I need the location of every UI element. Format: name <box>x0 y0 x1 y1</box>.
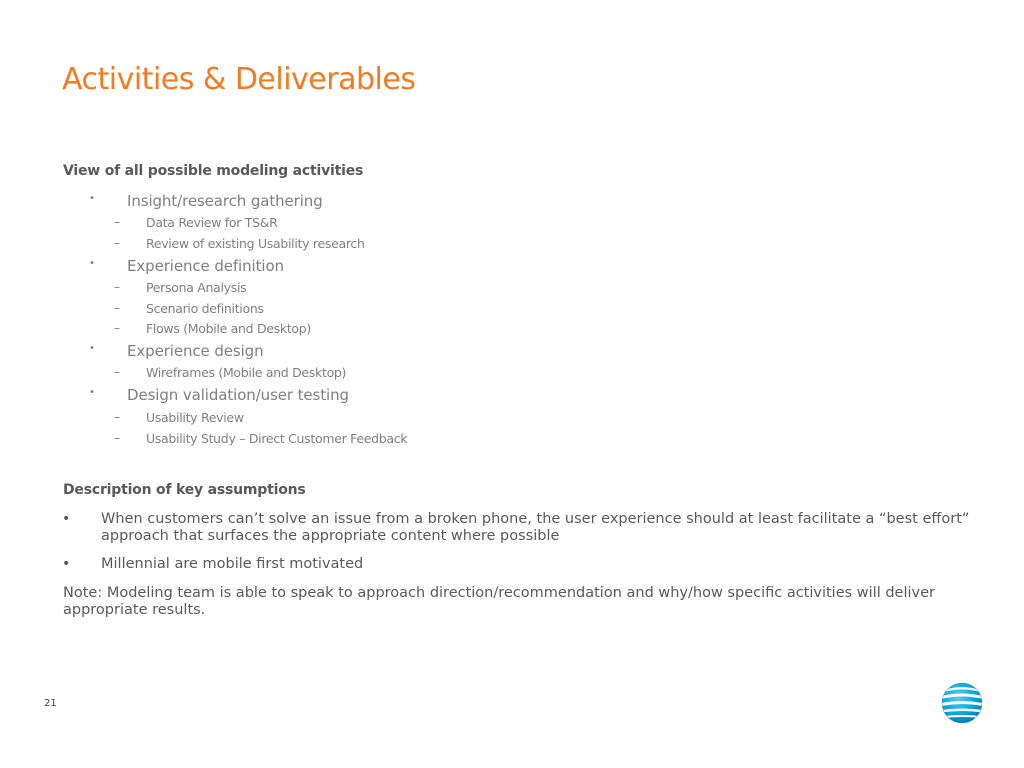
list-item <box>0 280 1024 298</box>
activity-subitem: Wireframes (Mobile and Desktop) <box>146 365 347 380</box>
dash-icon: – <box>114 431 120 445</box>
bullet-icon: • <box>89 258 95 269</box>
activities-heading: View of all possible modeling activities <box>63 163 364 179</box>
activity-subitem: Flows (Mobile and Desktop) <box>146 321 311 336</box>
bullet-icon: • <box>62 556 71 572</box>
activity-subitem: Scenario definitions <box>146 301 264 316</box>
dash-icon: – <box>114 321 120 335</box>
dash-icon: – <box>114 280 120 294</box>
list-item <box>0 215 1024 233</box>
list-item <box>0 386 1024 406</box>
activity-subitem: Usability Review <box>146 410 244 425</box>
dash-icon: – <box>114 215 120 229</box>
bullet-icon: • <box>89 387 95 398</box>
dash-icon: – <box>114 365 120 379</box>
list-item <box>0 257 1024 277</box>
dash-icon: – <box>114 301 120 315</box>
globe-logo-icon <box>941 682 983 724</box>
list-item <box>0 236 1024 254</box>
activity-group-label: Experience definition <box>127 257 284 275</box>
list-item <box>0 301 1024 319</box>
bullet-icon: • <box>89 193 95 204</box>
list-item <box>0 342 1024 362</box>
dash-icon: – <box>114 236 120 250</box>
list-item <box>0 431 1024 449</box>
assumption-text: When customers can’t solve an issue from a broken phone, the user experience should at least facilitate a “best effort” approach that surfaces the appropriate content where possible <box>101 511 970 544</box>
assumption-text: Millennial are mobile first motivated <box>101 556 364 572</box>
activity-subitem: Review of existing Usability research <box>146 236 365 251</box>
page-number: 21 <box>44 698 57 709</box>
assumptions-heading: Description of key assumptions <box>63 482 306 498</box>
activity-subitem: Usability Study – Direct Customer Feedback <box>146 431 408 446</box>
slide-title: Activities & Deliverables <box>62 62 416 97</box>
list-item <box>0 192 1024 212</box>
dash-icon: – <box>114 410 120 424</box>
activity-group-label: Experience design <box>127 342 264 360</box>
list-item <box>0 321 1024 339</box>
note-text: Note: Modeling team is able to speak to approach direction/recommendation and why/how specific activities will deliver appropriate results. <box>63 585 935 618</box>
list-item <box>0 410 1024 428</box>
bullet-icon: • <box>62 511 71 527</box>
list-item <box>0 365 1024 383</box>
activity-group-label: Insight/research gathering <box>127 192 323 210</box>
activity-group-label: Design validation/user testing <box>127 386 349 404</box>
bullet-icon: • <box>89 343 95 354</box>
activity-subitem: Persona Analysis <box>146 280 247 295</box>
activity-subitem: Data Review for TS&R <box>146 215 278 230</box>
